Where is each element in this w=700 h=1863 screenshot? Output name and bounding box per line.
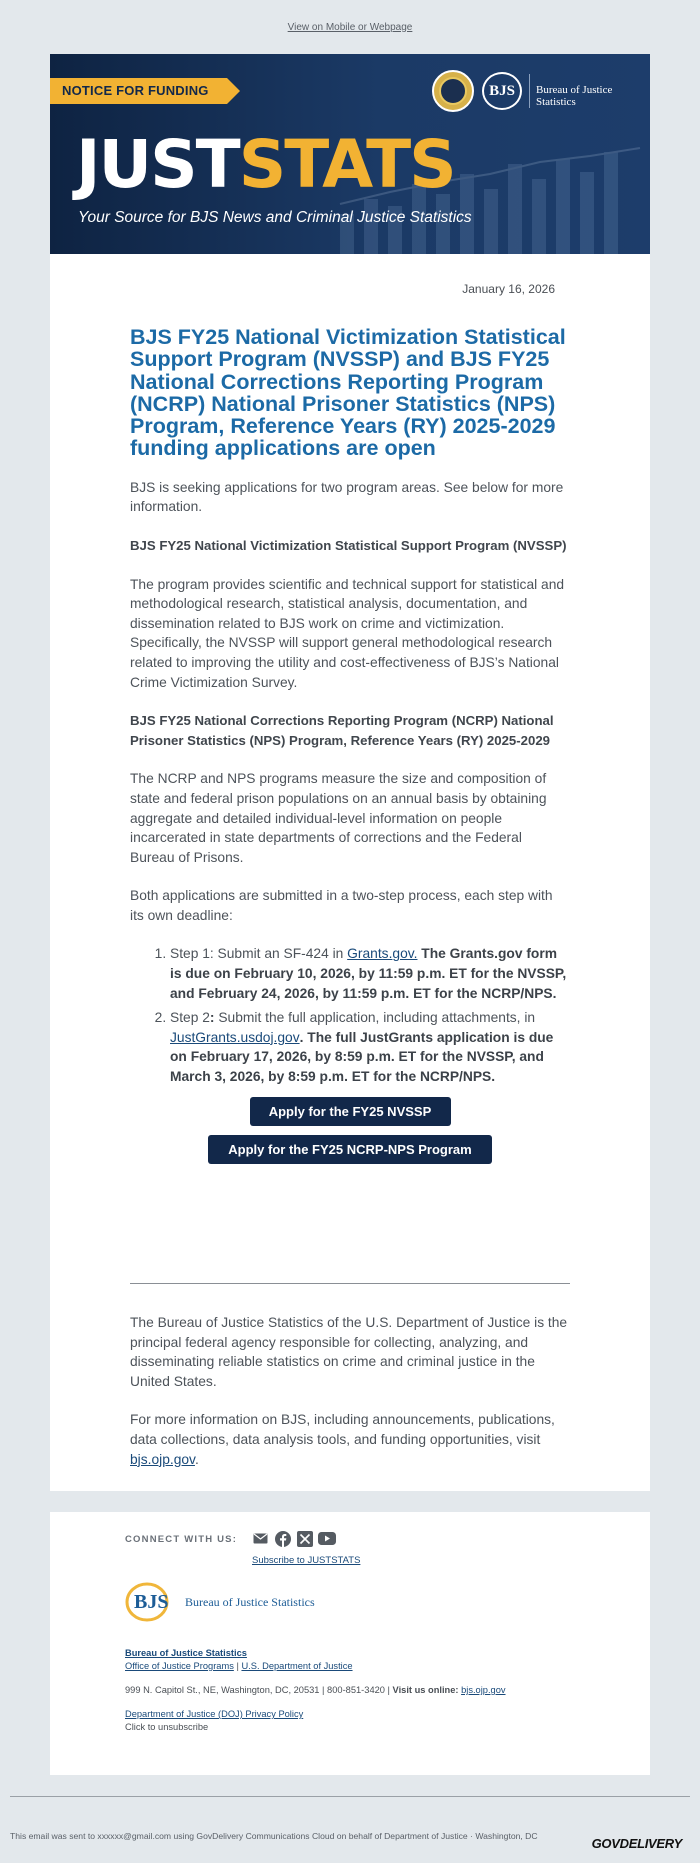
title-stats: STATS [238,126,455,203]
apply-nvssp-button[interactable]: Apply for the FY25 NVSSP [250,1097,451,1126]
social-links [251,1529,336,1548]
unsubscribe-text[interactable]: Click to unsubscribe [125,1722,209,1732]
address-line: 999 N. Capitol St., NE, Washington, DC, 20531 | 800-851-3420 | Visit us online: bjs.ojp.gov [125,1685,506,1695]
bjs-website-link[interactable]: bjs.ojp.gov [130,1451,195,1467]
button-group [130,1097,570,1173]
bottom-divider [10,1796,690,1797]
steps-list [170,944,570,1086]
facebook-icon[interactable] [273,1529,292,1548]
about-paragraph: The Bureau of Justice Statistics of the U.S. Department of Justice is the principal federal agency responsible for collecting, analyzing, and disseminating reliable statistics on crime and criminal justice in the United States. [130,1315,568,1389]
footer-bjs-link[interactable]: bjs.ojp.gov [461,1685,506,1695]
bjs-logo: BJS [482,72,522,110]
divider [130,1283,570,1284]
bjs-logo-text: BJS [134,1591,169,1613]
ojp-link[interactable]: Office of Justice Programs [125,1661,234,1671]
list-item: 1. Step 1: Submit an SF-424 in Grants.gov. The Grants.gov form is due on February 10, 2026, by 11:59 p.m. ET for the NVSSP, and February 24, 2026, by 11:59 p.m. ET for the NCRP/NPS. [170,944,570,1003]
title-just: JUST [76,126,239,203]
top-bar [0,0,700,54]
notice-for-funding-tag: NOTICE FOR FUNDING [50,78,227,104]
more-info-paragraph: For more information on BJS, including announcements, publications, data collections, data analysis tools, and funding opportunities, visit bjs.ojp.gov. [130,1412,555,1467]
bjs-org-link[interactable]: Bureau of Justice Statistics [125,1648,247,1658]
privacy-policy-link[interactable]: Department of Justice (DOJ) Privacy Policy [125,1709,304,1719]
nvssp-paragraph: The program provides scientific and technical support for statistical and methodological research, statistical analysis, documentation, and dissemination related to BJS work on crime and victimization. Specifically, the NVSSP will support general methodological research related to improving the utility and cost-effectiveness of BJS’s National Crime Victimization Survey. [130,576,565,690]
govdelivery-logo[interactable]: GOVDELIVERY [591,1836,682,1851]
justgrants-link[interactable]: JustGrants.usdoj.gov [170,1029,300,1045]
grants-gov-link[interactable]: Grants.gov. [347,946,418,962]
sent-notice: This email was sent to xxxxxx@gmail.com using GovDelivery Communications Cloud on behalf of Department of Justice · Washington, DC [10,1831,538,1841]
intro-paragraph: BJS is seeking applications for two program areas. See below for more information. [130,479,564,515]
ncrp-paragraph: The NCRP and NPS programs measure the size and composition of state and federal prison populations on an annual basis by obtaining aggregate and detailed individual-level information on people incarcerated in state departments of corrections and the Federal Bureau of Prisons. [130,771,547,865]
agency-name: Bureau of Justice Statistics [536,84,613,108]
list-item: 2. Step 2: Submit the full application, including attachments, in JustGrants.usdoj.gov. The full JustGrants application is due on February 17, 2026, by 8:59 p.m. ET for the NVSSP, and March 3, 2026, by 8:59 p.m. ET for the NCRP/NPS. [170,1008,570,1086]
youtube-icon[interactable] [317,1529,336,1548]
juststats-title [76,126,455,203]
subscribe-link[interactable]: Subscribe to JUSTSTATS [252,1555,361,1566]
process-paragraph: Both applications are submitted in a two-step process, each step with its own deadline: [130,888,553,923]
article-card [50,254,650,1491]
connect-label: CONNECT WITH US: [125,1534,238,1545]
footer-card [50,1512,650,1775]
doj-seal-icon [432,70,474,112]
view-on-webpage-link[interactable]: View on Mobile or Webpage [287,21,413,33]
footer-info: Bureau of Justice Statistics Office of Justice Programs | U.S. Department of Justice 999 N. Capitol St., NE, Washington, DC, 20531 | 800-851-3420 | Visit us online: bjs.ojp.gov Department of Justice (DOJ) Privacy Policy Click to unsubscribe [125,1647,625,1734]
tagline: Your Source for BJS News and Criminal Justice Statistics [78,209,472,226]
logo-divider [529,74,530,108]
ncrp-subheading: BJS FY25 National Corrections Reporting Program (NCRP) National Prisoner Statistics (NPS) Program, Reference Years (RY) 2025-2029 [130,713,554,748]
x-icon[interactable] [295,1529,314,1548]
headline: BJS FY25 National Victimization Statistical Support Program (NVSSP) and BJS FY25 National Corrections Reporting Program (NCRP) National Prisoner Statistics (NPS) Program, Reference Years (RY) 2025-2029 funding applications are open [130,325,566,461]
email-icon[interactable] [251,1529,270,1548]
doj-link[interactable]: U.S. Department of Justice [241,1661,353,1671]
bjs-logo-name: Bureau of Justice Statistics [185,1595,315,1609]
article-content [130,326,570,1173]
apply-ncrp-nps-button[interactable]: Apply for the FY25 NCRP-NPS Program [208,1135,492,1164]
about-section [130,1313,570,1488]
publish-date: January 16, 2026 [462,282,555,296]
header-banner [50,54,650,254]
nvssp-subheading: BJS FY25 National Victimization Statistical Support Program (NVSSP) [130,537,567,553]
